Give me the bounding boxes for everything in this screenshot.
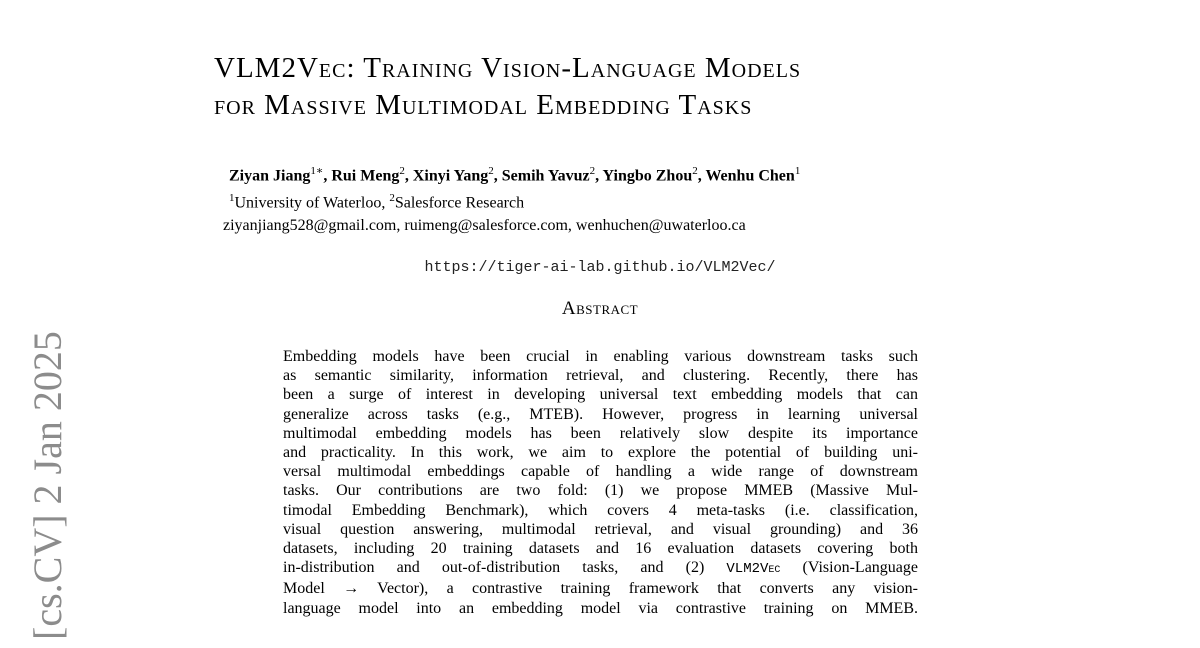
paper-title <box>214 50 1034 124</box>
abstract-line: tasks. Our contributions are two fold: (1) we propose MMEB (Massive Mul- <box>283 482 918 500</box>
affiliation-mark: 1 <box>229 192 235 205</box>
author-affiliation-mark: 1 <box>794 165 801 177</box>
author-emails: ziyanjiang528@gmail.com, ruimeng@salesforce.com, wenhuchen@uwaterloo.ca <box>223 216 746 234</box>
abstract-line: been a surge of interest in developing universal text embedding models that can <box>283 386 918 404</box>
affiliation-mark: 2 <box>389 192 395 205</box>
arxiv-side-stamp: [cs.CV] 2 Jan 2025 <box>25 331 70 640</box>
abstract-line: Model → Vector), a contrastive training framework that converts any vision- <box>283 580 918 598</box>
abstract-line: timodal Embedding Benchmark), which covers 4 meta-tasks (i.e. classification, <box>283 501 918 519</box>
author-affiliation-mark: 2 <box>589 165 596 177</box>
affiliation-name: Salesforce Research <box>394 194 525 212</box>
author-affiliation-mark: 2 <box>692 165 698 177</box>
abstract-line-vlm2vec <box>283 558 918 579</box>
abstract-body <box>283 347 918 618</box>
abstract-line: versal multimodal embeddings capable of handling a wide range of downstream <box>283 463 918 481</box>
abstract-line: generalize across tasks (e.g., MTEB). However, progress in learning universal <box>283 405 918 423</box>
affiliation-name: University of Waterloo <box>234 194 382 212</box>
abstract-heading: Abstract <box>561 298 639 319</box>
paper-title-line-2: for Massive Multimodal Embedding Tasks <box>214 89 753 121</box>
abstract-line-part: (Vision-Language <box>780 559 918 577</box>
abstract-line: language model into an embedding model via contrastive training on MMEB. <box>283 599 918 617</box>
author-names: Ziyan Jiang$^{1∗}$, Rui Meng$^2$, Xinyi Yang$^2$, Semih Yavuz$^2$, Yingbo Zhou$^2$, Wenhu Chen$^1$ <box>229 165 801 185</box>
author-name: Wenhu Chen <box>705 167 795 185</box>
abstract-line: multimodal embedding models has been relatively slow despite its importance <box>283 424 918 442</box>
author-name: Ziyan Jiang <box>229 167 311 185</box>
author-block <box>223 160 989 237</box>
author-affiliation-mark: 1∗ <box>310 165 324 177</box>
abstract-line: as semantic similarity, information retrieval, and clustering. Recently, there has <box>283 367 918 385</box>
project-url-link[interactable]: https://tiger-ai-lab.github.io/VLM2Vec/ <box>424 259 776 276</box>
author-name: Yingbo Zhou <box>602 167 693 185</box>
author-affiliation-mark: 2 <box>399 165 405 177</box>
author-affiliation-mark: 2 <box>488 165 494 177</box>
method-name-smallcaps: VLM2Vec <box>726 561 781 578</box>
abstract-line: and practicality. In this work, we aim to explore the potential of building uni- <box>283 444 918 462</box>
author-name: Semih Yavuz <box>501 167 590 185</box>
author-name: Rui Meng <box>331 167 400 185</box>
abstract-line: datasets, including 20 training datasets and 16 evaluation datasets covering both <box>283 540 918 558</box>
paper-title-line-1: VLM2Vec: Training Vision-Language Models <box>214 52 802 84</box>
abstract-line-part: in-distribution and out-of-distribution tasks, and (2) <box>283 559 727 577</box>
author-name: Xinyi Yang <box>412 167 489 185</box>
abstract-line: Embedding models have been crucial in enabling various downstream tasks such <box>283 348 918 365</box>
abstract-line: visual question answering, multimodal retrieval, and visual grounding) and 36 <box>283 520 918 538</box>
affiliations: $^1$University of Waterloo, $^2$Salesforce Research <box>229 192 525 212</box>
